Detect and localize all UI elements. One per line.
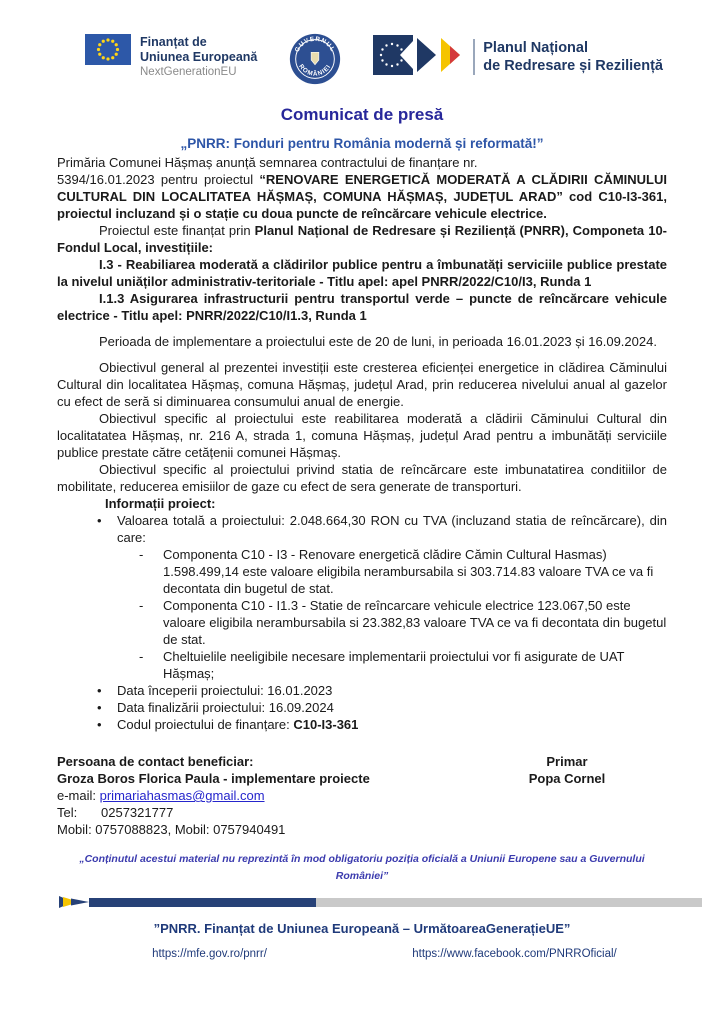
tel-value: 0257321777	[101, 805, 174, 820]
financing-bold: Planul Național de Redresare și Reziliență (PNRR), Componeta 10- Fondul Local, investițiile:	[57, 223, 667, 255]
page-subtitle: „PNRR: Fonduri pentru România modernă și reformată!”	[180, 136, 544, 151]
announcement-contract: 5394/16.01.2023 pentru proiectul	[57, 172, 260, 187]
eu-funding-logo	[85, 34, 257, 80]
contact-block	[57, 753, 667, 838]
eu-flag-icon	[85, 34, 131, 69]
financing-prefix: Proiectul este finanțat prin	[99, 223, 255, 238]
seal-text-top: GUVERNUL	[294, 35, 337, 54]
bullet-component-c10-i3: - Componenta C10 - I3 - Renovare energetică clădire Cămin Cultural Hasmas) 1.598.499,14 este valoare eligibila nerambursabila si 303.714.83 valoare TVA ce va fi decontata din bugetul de stat.	[139, 547, 654, 596]
mayor-name: Popa Cornel	[528, 771, 606, 786]
bullet-ineligible-costs: - Cheltuielile neeligibile necesare implementarii proiectului vor fi asigurate de UAT Hășmaș;	[139, 649, 625, 681]
pnrr-mini-arrow-icon	[59, 896, 89, 908]
paragraph-announcement	[57, 154, 667, 222]
email-label: e-mail:	[57, 788, 100, 803]
paragraph-general-objective: Obiectivul general al prezentei investiții este cresterea eficienței energetice in clădirea Căminului Cultural din localitatea Hășmaș, comuna Hășmaș, județul Arad, prin reducerea nivelului anual al gazelor cu efect de seră si diminuarea consumului anual de energie.	[57, 360, 667, 409]
pnrr-logo-line1: Planul Național	[483, 40, 589, 56]
eu-funding-line2: Uniunea Europeană	[140, 50, 258, 64]
pnrr-logo-text	[473, 39, 663, 75]
pnrr-arrows-icon	[373, 34, 465, 80]
bullet-icon: •	[97, 717, 102, 732]
paragraph-charging-objective: Obiectivul specific al proiectului privind statia de reîncărcare este imbunatatirea conditiilor de mobilitate, reducerea emisiilor de gaze cu efect de sera generate de transporturi.	[57, 462, 667, 494]
contact-person-name: Groza Boros Florica Paula - implementare proiecte	[57, 771, 370, 786]
romanian-government-seal-icon	[286, 30, 344, 92]
footer-divider-bar	[59, 896, 702, 908]
bullet-end-date: • Data finalizării proiectului: 16.09.2024	[97, 700, 334, 715]
bullet-icon: •	[97, 700, 102, 715]
footer-slogan: ”PNRR. Finanțat de Uniunea Europeană – UrmătoareaGenerațieUE”	[153, 921, 571, 936]
paragraph-financing	[57, 222, 667, 256]
paragraph-specific-objective: Obiectivul specific al proiectului este reabilitarea moderată a clădirii Căminului Cultural din localitatatea Hășmaș, nr. 216 A, strada 1, comuna Hășmaș, județul Arad pentru a imbunătăți serviciile publice prestate către cetățenii comunei Hășmaș.	[57, 411, 667, 460]
project-code-value: C10-I3-361	[293, 717, 359, 732]
tel-label: Tel:	[57, 805, 78, 820]
email-link[interactable]: primariahasmas@gmail.com	[99, 788, 265, 803]
bullet-start-date: • Data începerii proiectului: 16.01.2023	[97, 683, 333, 698]
header-logos	[57, 30, 667, 92]
bullet-project-code	[57, 716, 667, 733]
disclaimer-text: „Conținutul acestui material nu reprezintă în mod obligatoriu poziția oficială a Uniunii Europene sau a Guvernului României”	[79, 853, 645, 882]
bullet-icon: •	[97, 683, 102, 698]
pnrr-logo-line2: de Redresare și Reziliență	[483, 58, 663, 74]
bullet-total-value: • Valoarea totală a proiectului: 2.048.664,30 RON cu TVA (incluzand statia de reîncărcare), din care:	[97, 513, 667, 545]
pnrr-logo	[373, 34, 663, 80]
eu-funding-line1: Finanțat de	[140, 35, 207, 49]
bar-navy-segment	[89, 898, 316, 907]
nextgeneration-eu-label: NextGenerationEU	[140, 66, 237, 78]
project-info-heading: Informații proiect:	[105, 496, 216, 511]
dash-icon: -	[139, 547, 144, 562]
project-code-label: Codul proiectului de finanțare:	[117, 717, 294, 732]
mayor-title: Primar	[546, 754, 588, 769]
dash-icon: -	[139, 598, 144, 613]
seal-text-bottom: ROMÂNIEI	[297, 63, 334, 78]
page-title: Comunicat de presă	[280, 105, 444, 124]
bar-gray-segment	[316, 898, 702, 907]
paragraph-investment-i3: I.3 - Reabiliarea moderată a clădirilor publice pentru a îmbunatăți serviciile publice prestate la nivelul uniăților administrativ-teritoriale - Titlu apel: apel PNRR/2022/C10/I3, Runda 1	[57, 257, 667, 289]
footer-links	[57, 946, 667, 963]
paragraph-investment-i13: I.1.3 Asigurarea infrastructurii pentru transportul verde – puncte de reîncărcare vehicule electrice - Titlu apel: PNRR/2022/C10/I1.3, Runda 1	[57, 291, 667, 323]
mobile-numbers: Mobil: 0757088823, Mobil: 0757940491	[57, 822, 286, 837]
bullet-component-c10-i13: - Componenta C10 - I1.3 - Statie de reîncarcare vehicule electrice 123.067,50 este valoare eligibila nerambursabila si 23.382,83 valoare TVA ce va fi decontata din bugetul de stat.	[139, 598, 667, 647]
dash-icon: -	[139, 649, 144, 664]
mfe-link[interactable]: https://mfe.gov.ro/pnrr/	[152, 948, 267, 960]
announcement-line1: Primăria Comunei Hășmaș anunță semnarea contractului de finanțare nr.	[57, 155, 478, 170]
paragraph-period: Perioada de implementare a proiectului este de 20 de luni, in perioada 16.01.2023 și 16.09.2024.	[99, 334, 657, 349]
contact-label: Persoana de contact beneficiar:	[57, 754, 254, 769]
bullet-icon: •	[97, 513, 102, 528]
facebook-link[interactable]: https://www.facebook.com/PNRROficial/	[412, 948, 617, 960]
project-title-bold: “RENOVARE ENERGETICĂ MODERATĂ A CLĂDIRII CĂMINULUI CULTURAL DIN LOCALITATEA HĂȘMAȘ, COMUNA HĂȘMAȘ, JUDEȚUL ARAD” cod C10-I3-361, proiectul incluzand și o stație cu doua puncte de reîncărcare vehicule electrice.	[57, 172, 667, 221]
eu-funding-text	[140, 34, 257, 80]
